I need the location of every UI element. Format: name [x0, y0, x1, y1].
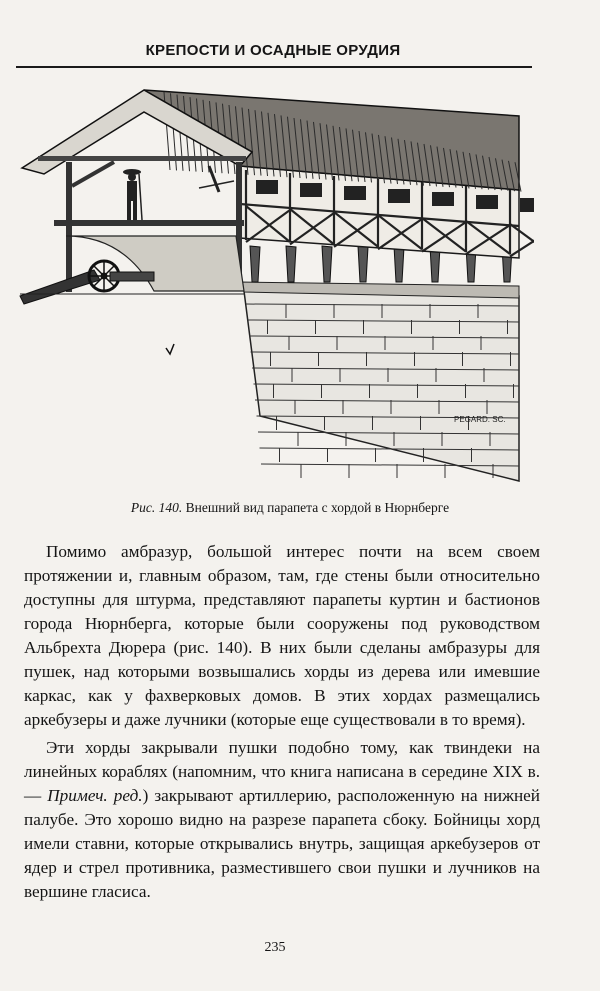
- figure-140: [14, 86, 534, 496]
- editor-note: Примеч. ред.: [47, 786, 143, 805]
- parapet-illustration: [14, 86, 534, 496]
- main-text: [24, 540, 540, 904]
- section-brace: [72, 162, 114, 186]
- section-post-left: [66, 162, 72, 292]
- figure-caption: [0, 500, 580, 516]
- section-mark: [166, 344, 174, 354]
- header-rule: [16, 66, 532, 68]
- engraver-signature: PEGARD. SC.: [454, 415, 506, 424]
- page-number: 235: [264, 940, 286, 955]
- paragraph-2: Эти хорды закрывали пушки подобно тому, как твиндеки на линейных кораблях (напомним, что книга написана в середине XIX в. — Примеч. ред.) закрывают артиллерию, расположенную на нижней палубе. Это хорошо видно на разрезе парапета сбоку. Бойницы хорд имели ставни, которые открывались внутрь, защищая аркебузеров от ядер и стрел противника, разместившего свои пушки и лучников на вершине гласиса.: [24, 738, 540, 901]
- shutter: [209, 166, 219, 192]
- section-floor: [54, 220, 244, 226]
- paragraph-1: Помимо амбразур, большой интерес почти на всем своем протяжении и, главным образом, там, где стены были относительно доступны для штурма, представляют парапеты куртин и бастионов города Нюрнберга, которые были сооружены под руководством Альбрехта Дюрера (рис. 140). В них были сделаны амбразуры для пушек, над которыми возвышались хорды из дерева или имевшие каркас, как у фахверковых домов. В этих хордах размещались аркебузеры и даже лучники (которые еще существовали в то время).: [24, 542, 540, 729]
- running-header: КРЕПОСТИ И ОСАДНЫЕ ОРУДИЯ: [145, 42, 401, 59]
- section-beam: [38, 156, 246, 161]
- caption-number: Рис. 140.: [130, 500, 183, 515]
- cannon: [20, 261, 154, 304]
- caption-text: Внешний вид парапета с хордой в Нюрнберге: [185, 500, 450, 515]
- arquebusier-figure: [123, 169, 142, 220]
